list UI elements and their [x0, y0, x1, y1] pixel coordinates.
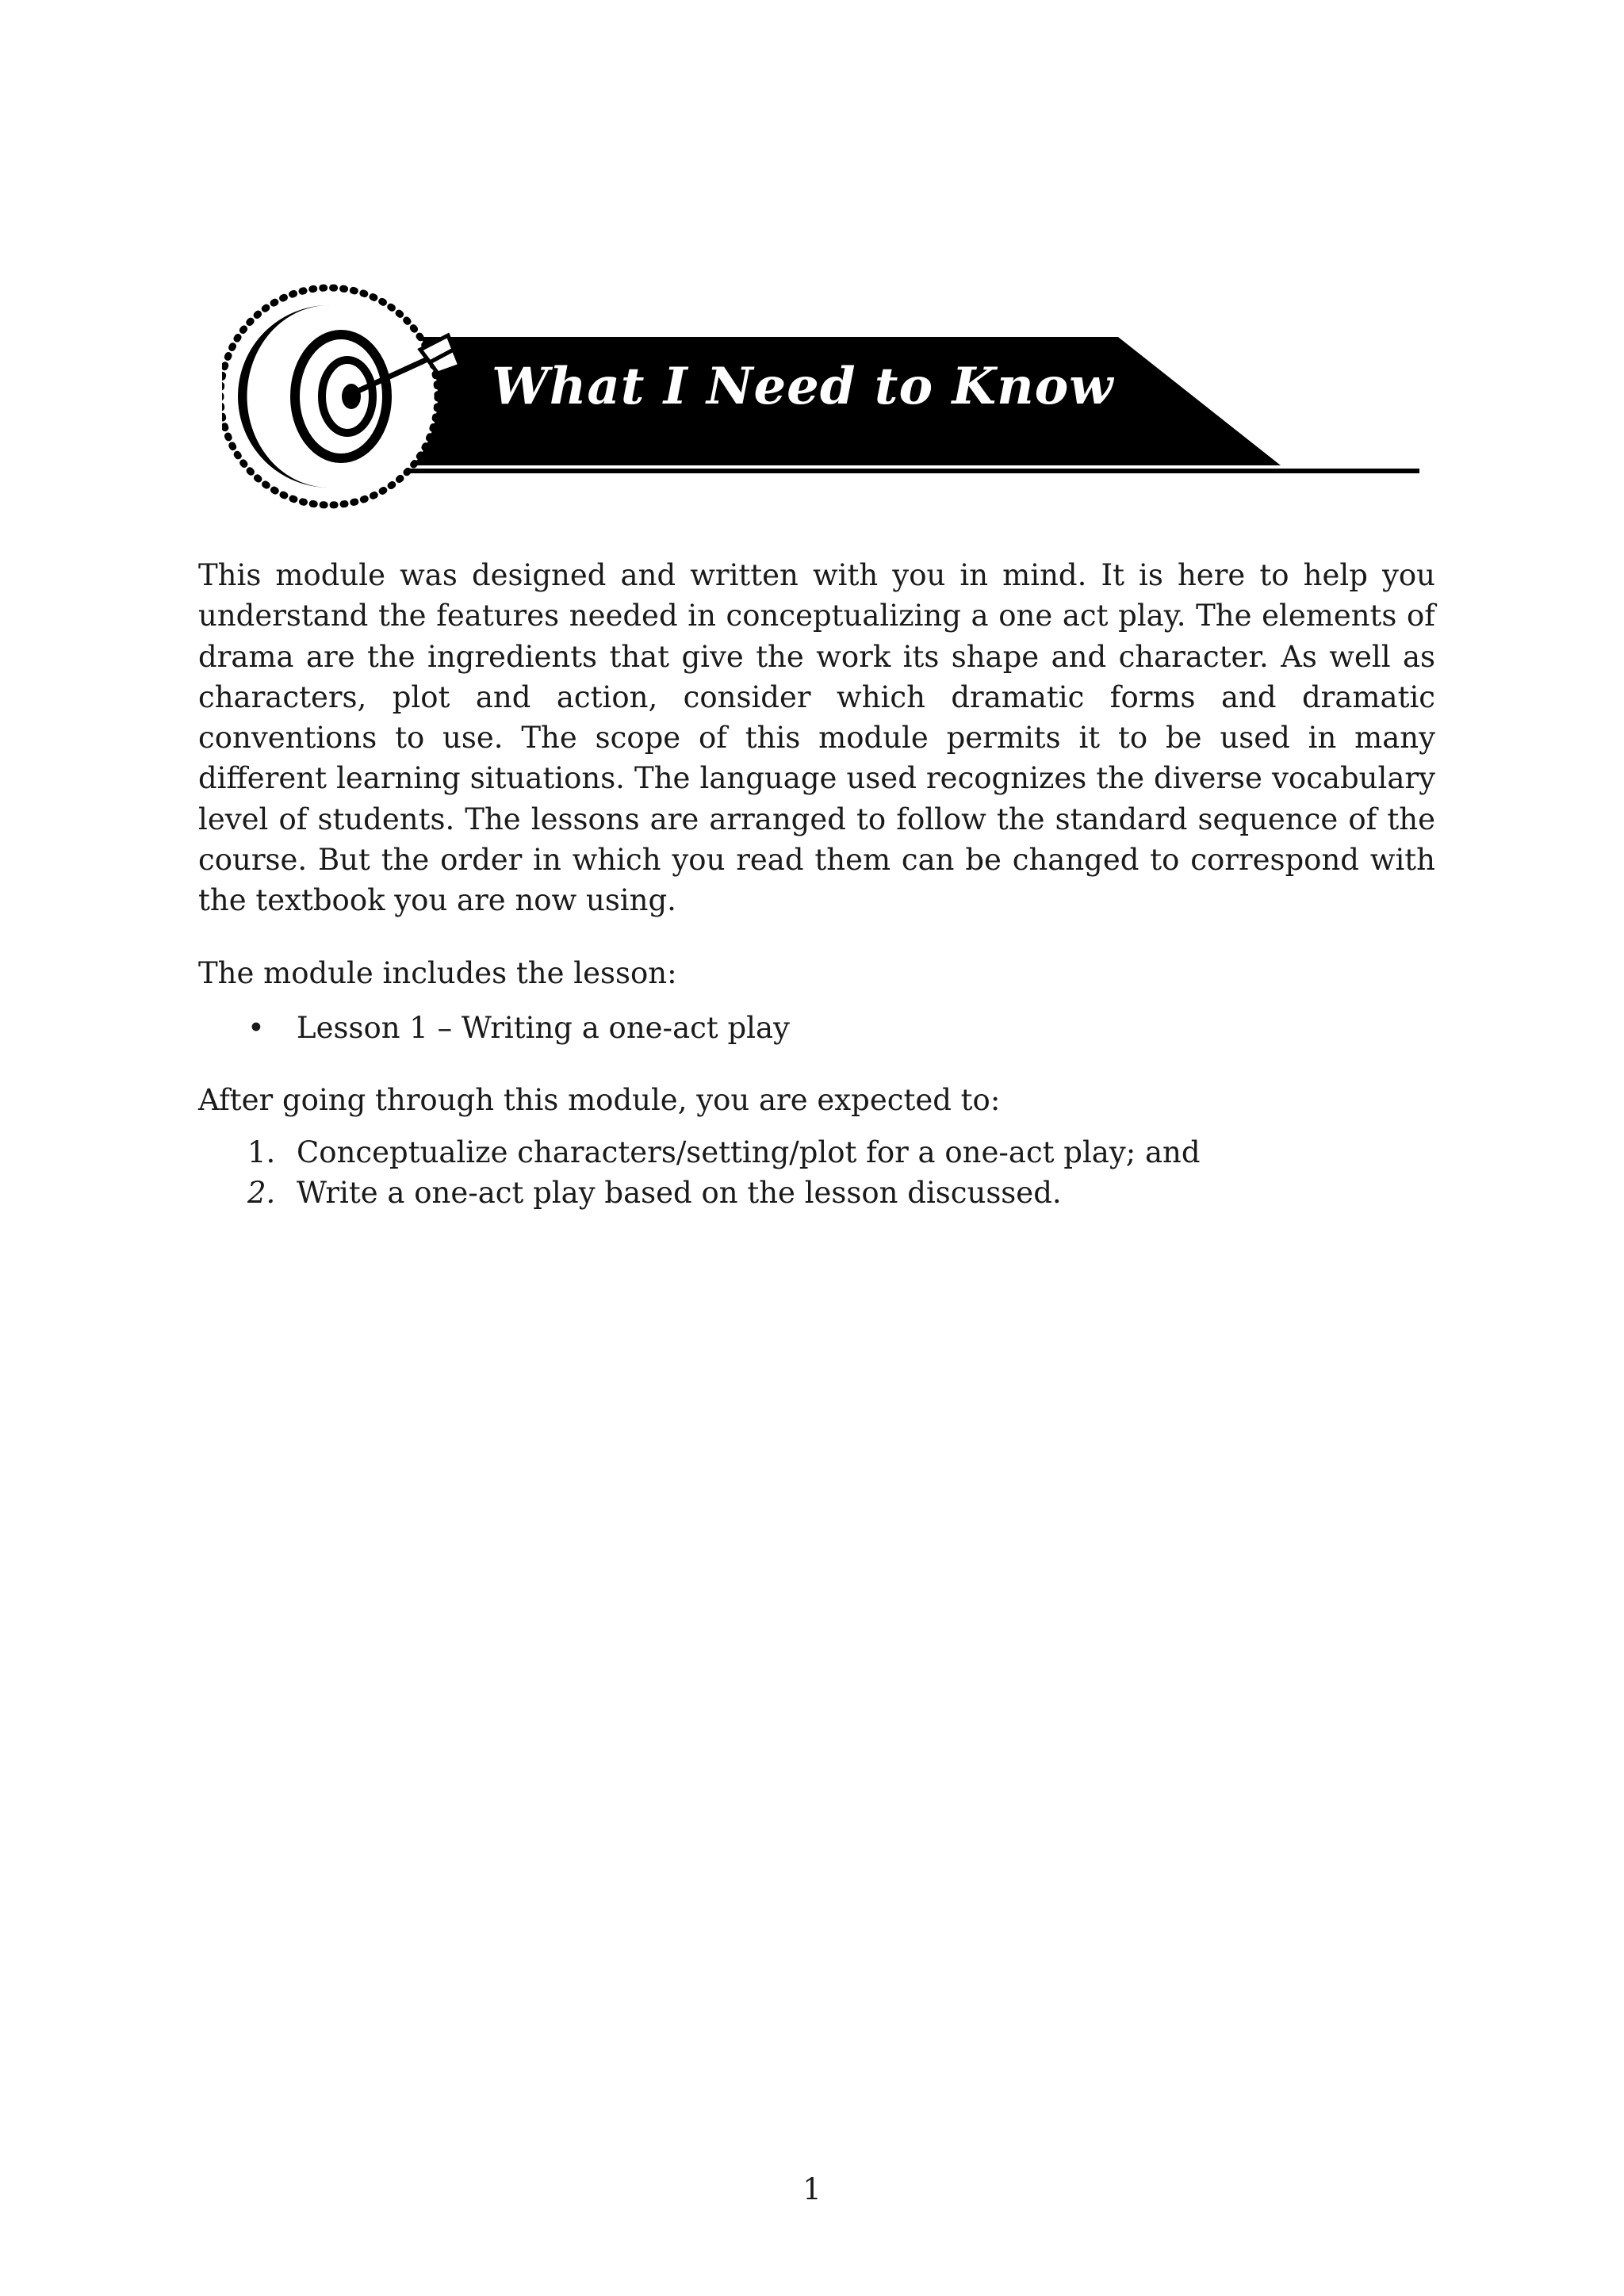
objectives-list	[198, 1132, 1435, 1214]
list-item	[198, 1132, 1435, 1173]
item-number: 2.	[247, 1175, 276, 1210]
list-item	[198, 1173, 1435, 1213]
module-content	[198, 555, 1435, 1213]
page-number: 1	[802, 2172, 822, 2206]
intro-paragraph: This module was designed and written with you in mind. It is here to help you understand the features needed in conceptualizing a one act play. The elements of drama are the ingredients that give the work its shape and character. As well as characters, plot and action, consider which dramatic forms and dramatic conventions to use. The scope of this module permits it to be used in many different learning situations. The language used recognizes the diverse vocabulary level of students. The lessons are arranged to follow the standard sequence of the course. But the order in which you read them can be changed to correspond with the textbook you are now using.	[198, 558, 1435, 918]
objectives-label: After going through this module, you are expected to:	[198, 1083, 1001, 1118]
item-number: 1.	[247, 1135, 276, 1169]
lessons-label: The module includes the lesson:	[198, 955, 677, 990]
banner-rule	[381, 469, 1419, 473]
section-banner	[222, 274, 1443, 527]
bullet-icon: •	[247, 1010, 265, 1045]
objective-text: Conceptualize characters/setting/plot for a one-act play; and	[297, 1135, 1201, 1169]
list-item	[198, 1008, 1435, 1048]
lessons-list	[198, 1008, 1435, 1048]
objective-text: Write a one-act play based on the lesson discussed.	[297, 1175, 1062, 1210]
lesson-item-text: Lesson 1 – Writing a one-act play	[297, 1010, 790, 1045]
section-title: What I Need to Know	[492, 357, 1114, 416]
